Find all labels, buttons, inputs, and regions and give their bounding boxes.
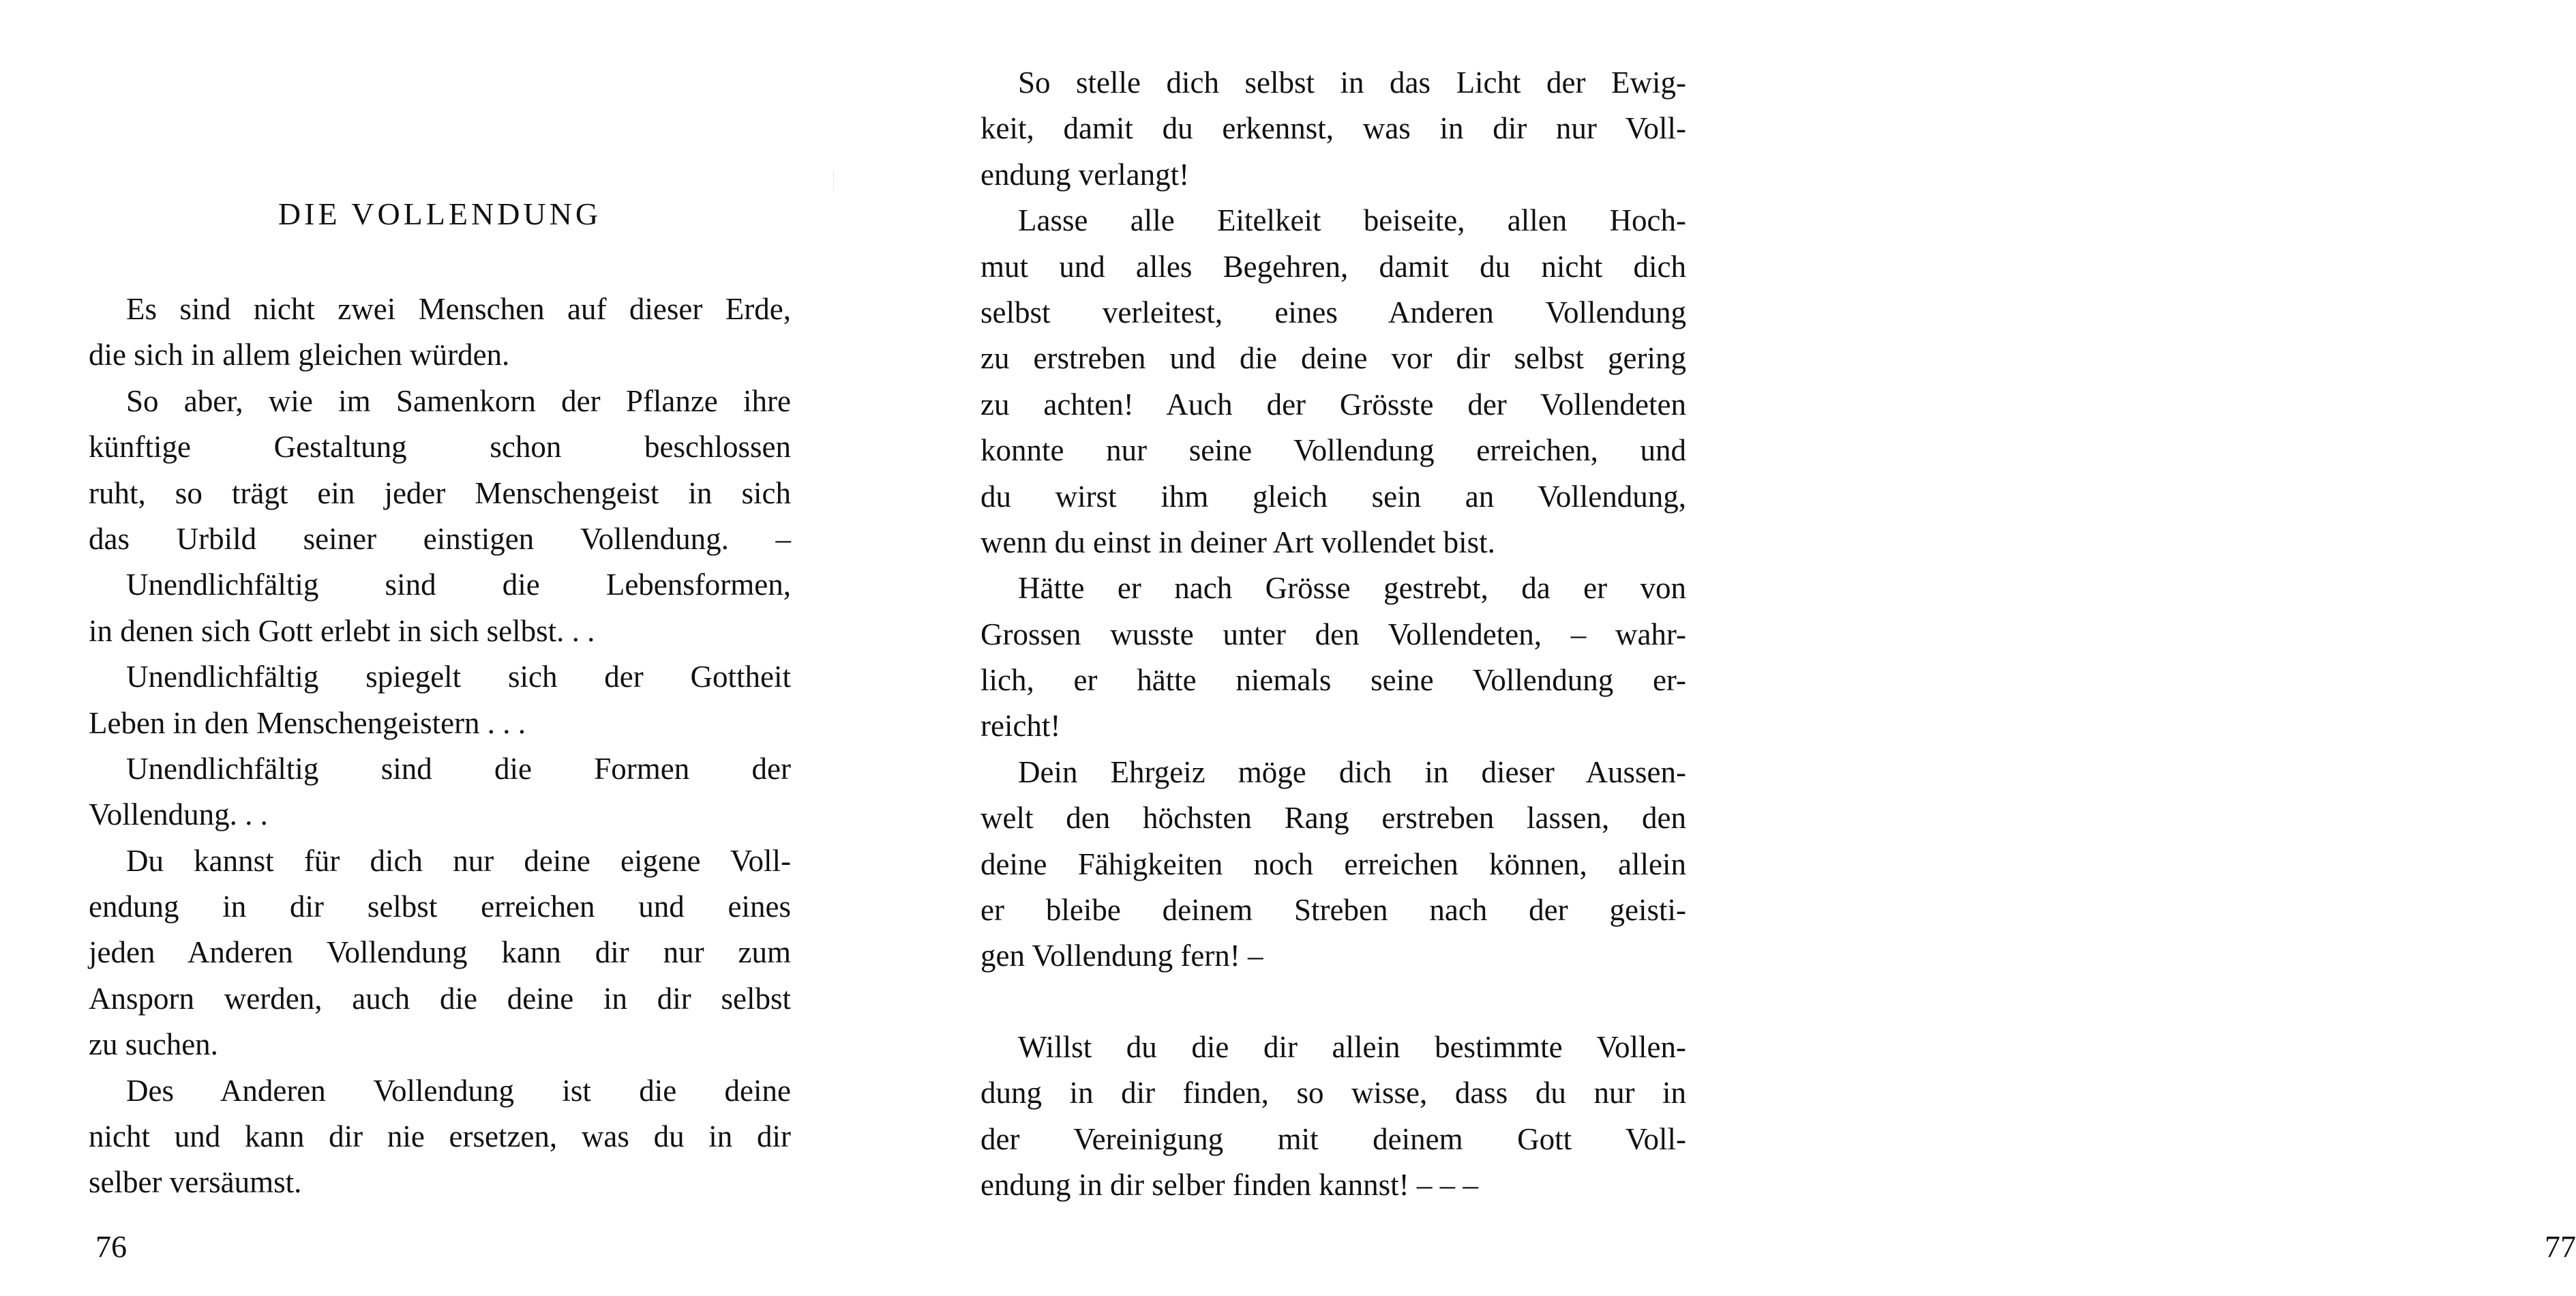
text-line: Leben in den Menschengeistern . . . <box>89 705 526 740</box>
text-line: Es sind nicht zwei Menschen auf dieser Erde, <box>126 292 791 326</box>
text-line: So stelle dich selbst in das Licht der Ewig- <box>1018 65 1686 100</box>
text-line: zu suchen. <box>89 1027 218 1062</box>
chapter-title: DIE VOLLENDUNG <box>278 196 602 231</box>
text-line: endung in dir selber finden kannst! – – – <box>980 1168 1478 1203</box>
text-line: dung in dir finden, so wisse, dass du nur in <box>980 1076 1686 1110</box>
text-line: Vollendung. . . <box>89 797 268 832</box>
text-line: deine Fähigkeiten noch erreichen können, allein <box>980 846 1686 881</box>
text-line: wenn du einst in deiner Art vollendet bist. <box>980 525 1495 559</box>
text-line: So aber, wie im Samenkorn der Pflanze ihre <box>126 383 791 418</box>
text-line: Unendlichfältig spiegelt sich der Gottheit <box>126 660 791 694</box>
text-line: Hätte er nach Grösse gestrebt, da er von <box>1018 571 1686 606</box>
right-page-text <box>980 60 1686 980</box>
page-number-left: 76 <box>95 1229 127 1264</box>
text-line: selber versäumst. <box>89 1165 302 1200</box>
text-line: endung verlangt! <box>980 157 1190 192</box>
text-line: mut und alles Begehren, damit du nicht dich <box>980 249 1686 284</box>
text-line: keit, damit du erkennst, was in dir nur Voll- <box>980 111 1686 146</box>
left-page-text <box>89 286 791 1206</box>
text-line: Des Anderen Vollendung ist die deine <box>126 1073 791 1108</box>
text-line: konnte nur seine Vollendung erreichen, und <box>980 433 1686 468</box>
text-line: zu achten! Auch der Grösste der Vollendeten <box>980 387 1686 422</box>
text-line: die sich in allem gleichen würden. <box>89 338 510 372</box>
text-line: Grossen wusste unter den Vollendeten, – wahr- <box>980 617 1686 651</box>
text-line: endung in dir selbst erreichen und eines <box>89 889 791 924</box>
text-line: ruht, so trägt ein jeder Menschengeist in sich <box>89 475 791 510</box>
text-line: gen Vollendung fern! – <box>980 939 1263 973</box>
text-line: jeden Anderen Vollendung kann dir nur zum <box>89 935 791 970</box>
text-line: lich, er hätte niemals seine Vollendung er- <box>980 663 1686 698</box>
text-line: du wirst ihm gleich sein an Vollendung, <box>980 479 1686 514</box>
text-line: welt den höchsten Rang erstreben lassen, den <box>980 801 1686 836</box>
page-number-right: 77 <box>2545 1229 2576 1264</box>
text-line: in denen sich Gott erlebt in sich selbst. . . <box>89 613 595 648</box>
text-line: selbst verleitest, eines Anderen Vollendung <box>980 295 1686 329</box>
text-line: nicht und kann dir nie ersetzen, was du in dir <box>89 1119 791 1154</box>
text-line: das Urbild seiner einstigen Vollendung. – <box>89 521 791 556</box>
text-line: Dein Ehrgeiz möge dich in dieser Aussen- <box>1018 754 1686 789</box>
text-line: Ansporn werden, auch die deine in dir selbst <box>89 981 791 1016</box>
text-line: Lasse alle Eitelkeit beiseite, allen Hoch- <box>1018 203 1686 238</box>
text-line: zu erstreben und die deine vor dir selbst gering <box>980 341 1686 376</box>
text-line: er bleibe deinem Streben nach der geisti- <box>980 893 1686 928</box>
text-line: Willst du die dir allein bestimmte Vollen- <box>1018 1030 1686 1064</box>
gutter-mark <box>833 171 834 191</box>
text-line: der Vereinigung mit deinem Gott Voll- <box>980 1121 1686 1156</box>
text-line: Du kannst für dich nur deine eigene Voll- <box>126 843 791 878</box>
text-line: Unendlichfältig sind die Lebensformen, <box>126 568 791 602</box>
text-line: künftige Gestaltung schon beschlossen <box>89 430 791 465</box>
text-line: reicht! <box>980 709 1061 743</box>
right-page-closing-text <box>980 1025 1686 1209</box>
text-line: Unendlichfältig sind die Formen der <box>126 751 791 786</box>
left-page <box>0 0 886 1296</box>
